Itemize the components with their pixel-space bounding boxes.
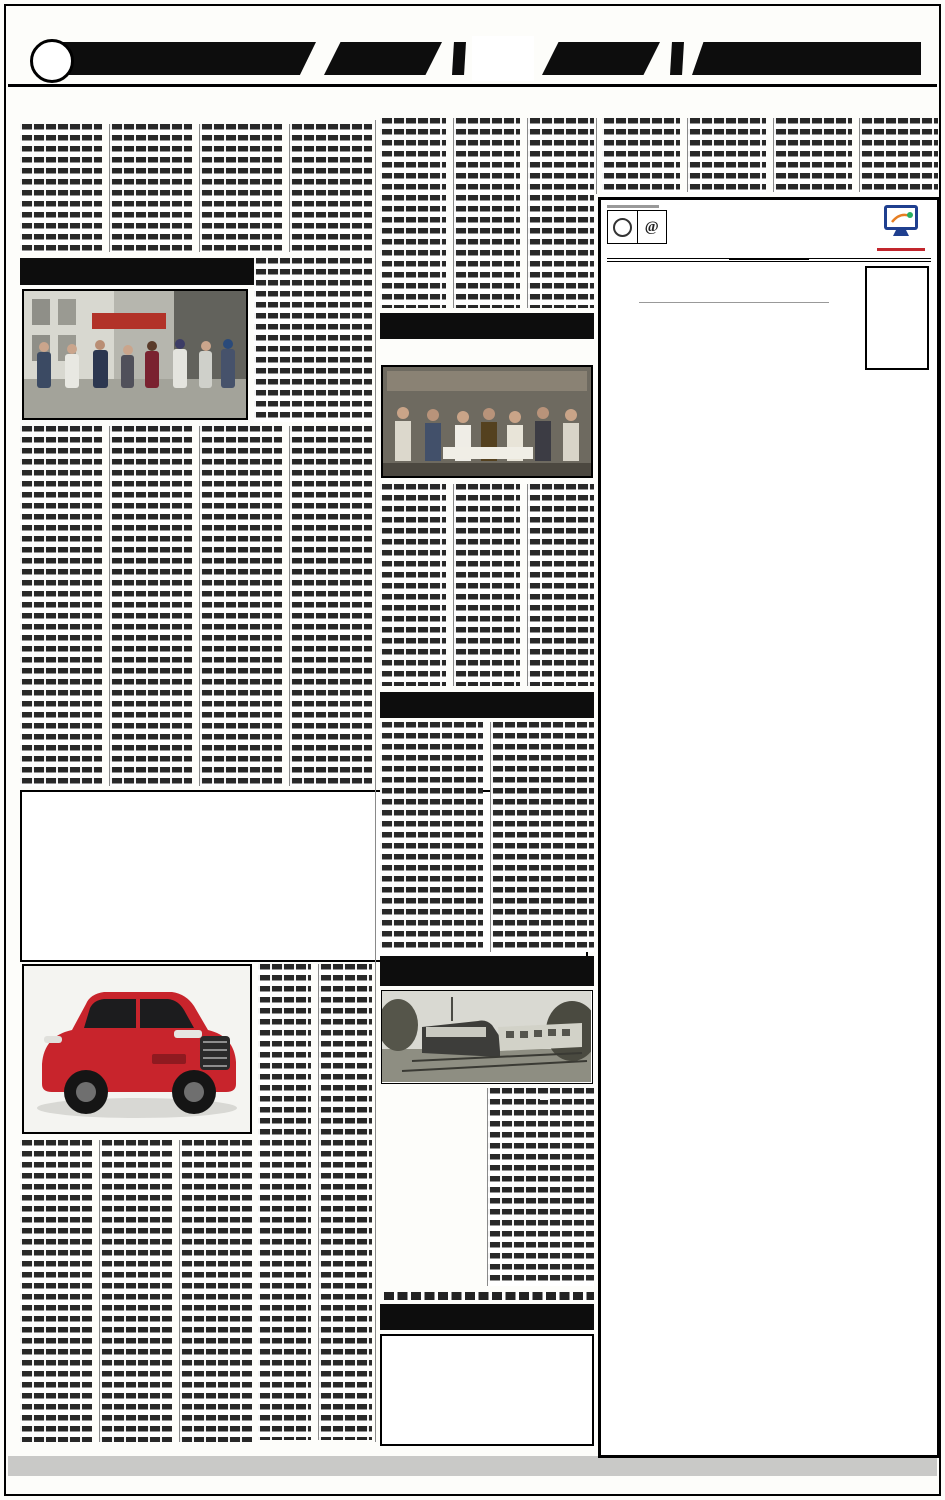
masthead-slash [670,42,684,75]
urdu-text-column [20,426,102,786]
iti-advertisement [598,197,940,1458]
urdu-text-column [687,118,766,192]
urdu-text-column [380,484,446,686]
masthead-rule [8,84,937,87]
mg-hector-car-photo [22,964,252,1134]
ncvt-emblem-icon: @ [637,211,667,243]
iti-logos [607,204,667,244]
headline-wwf [380,692,594,718]
applicant-photo-box [865,266,929,370]
urdu-text-column [859,118,938,192]
application-form-title-line [607,259,931,262]
article-jsw-body [20,1140,252,1442]
newspaper-title-bar [48,42,316,75]
article-jsw-columns [258,964,372,1440]
ad-header [607,204,931,251]
urdu-text-column [773,118,852,192]
urdu-text-column [109,124,192,252]
article-chhattisgarh-body [20,124,372,252]
headline-ujala [20,258,270,285]
iti-logo-tagline [607,205,659,208]
urdu-text-column [20,124,102,252]
train-last-line [380,1290,594,1302]
headline-delhi-ambedkar [380,88,938,118]
headline-aps [380,313,594,339]
urdu-text-column [99,1140,172,1442]
article-aps-body [380,484,594,686]
state-emblem-icon [608,211,637,243]
masthead-slash [452,42,466,75]
headline-chhattisgarh [20,92,372,118]
urdu-text-column [453,118,520,308]
urdu-text-column [527,118,594,308]
article-delhi-continued [380,118,594,308]
urdu-text-column [487,1088,594,1286]
urdu-text-column [254,258,372,422]
page-number-badge [30,39,74,83]
issue-date-bar [692,42,921,75]
skill-india-monitor-icon [874,204,928,242]
urdu-text-column [289,124,372,252]
urdu-text-column [453,484,520,686]
urdu-text-column [199,124,282,252]
trade-blank-line [729,259,809,260]
column-rule [375,120,376,1442]
newspaper-logo [472,36,534,81]
urdu-text-column [318,964,372,1440]
aps-event-photo [381,365,593,478]
masthead [24,36,921,82]
masthead-slash [542,42,660,75]
urdu-text-column [380,118,446,308]
skill-india-tagline [877,248,925,251]
public-notice-title [380,1304,594,1330]
urdu-text-column [289,426,372,786]
train-photo [381,990,593,1084]
public-notice-box [380,1334,594,1446]
certification-emblems [607,210,667,244]
urdu-text-column [380,722,483,952]
urdu-text-column [490,722,594,952]
train-times-column [380,1088,480,1286]
subheadline-aps [380,342,594,360]
footer-gray-band [8,1456,937,1476]
urdu-text-column [602,118,680,192]
column-rule [596,118,597,194]
article-train-body [380,1088,594,1286]
urdu-text-column [258,964,311,1440]
article-ujala-body [20,426,372,786]
skill-india-logo [871,204,931,251]
urdu-text-column [179,1140,252,1442]
masthead-slash [324,42,442,75]
article-wwf-body [380,722,594,952]
urdu-text-column [109,426,192,786]
urdu-text-column [199,426,282,786]
experience-blank-line [639,293,829,303]
ujala-hospital-photo [22,289,248,420]
article-delhi-body [602,118,938,192]
headline-train [380,956,594,986]
urdu-text-column [527,484,594,686]
urdu-text-column [20,1140,92,1442]
